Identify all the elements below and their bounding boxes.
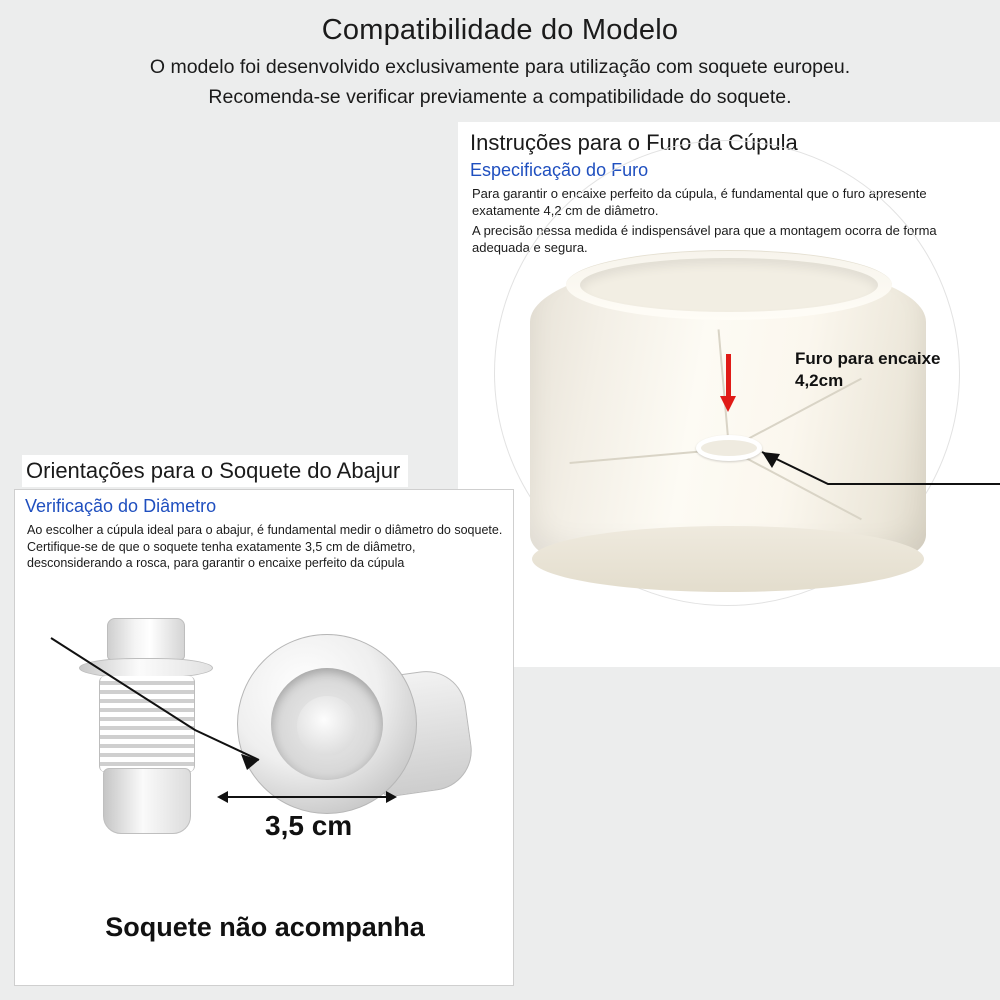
soquete-instructions-panel xyxy=(14,489,514,986)
diameter-measure-arrow xyxy=(227,796,387,798)
socket-photo-illustration xyxy=(37,590,497,890)
hole-callout-line1: Furo para encaixe xyxy=(795,349,941,368)
soquete-panel-subtitle: Verificação do Diâmetro xyxy=(25,496,217,516)
hole-callout-label xyxy=(795,348,995,392)
page-title: Compatibilidade do Modelo xyxy=(321,14,679,46)
socket-flange xyxy=(79,658,213,678)
red-down-arrow-icon xyxy=(723,354,733,412)
soquete-paragraph: Ao escolher a cúpula ideal para o abajur, é fundamental medir o diâmetro do soquete. Certifique-se de que o soquete tenha exatamente 3,5 cm de diâmetro, desconsiderando a rosca, para garantir o encaixe perfeito da cúpula xyxy=(27,523,503,570)
socket-cap xyxy=(107,618,185,660)
socket-thread xyxy=(99,676,195,772)
shade-mounting-hole xyxy=(696,435,762,461)
hole-callout-line2: 4,2cm xyxy=(795,371,844,390)
diameter-measure-label: 3,5 cm xyxy=(265,810,353,841)
cupula-paragraph-1: Para garantir o encaixe perfeito da cúpula, é fundamental que o furo apresente exatamente 4,2 cm de diâmetro. xyxy=(472,186,927,218)
socket-base xyxy=(103,768,191,834)
cupula-panel-subtitle: Especificação do Furo xyxy=(470,160,649,180)
cupula-paragraph-2: A precisão nessa medida é indispensável para que a montagem ocorra de forma adequada e segura. xyxy=(472,223,937,255)
shade-bottom-rim xyxy=(532,526,924,592)
page-header xyxy=(0,0,1000,122)
cupula-panel-title: Instruções para o Furo da Cúpula xyxy=(470,130,798,155)
socket-threaded-part xyxy=(73,618,213,828)
header-subtitle-line2: Recomenda-se verificar previamente a compatibilidade do soquete. xyxy=(208,86,792,108)
soquete-footer-note: Soquete não acompanha xyxy=(105,912,425,942)
soquete-section-title: Orientações para o Soquete do Abajur xyxy=(22,455,408,487)
socket-core xyxy=(297,696,357,756)
lamp-shade-illustration xyxy=(458,122,1000,667)
cupula-instructions-panel xyxy=(458,122,1000,667)
shade-inner-opening xyxy=(580,258,878,312)
header-subtitle-line1: O modelo foi desenvolvido exclusivamente para utilização com soquete europeu. xyxy=(149,56,851,78)
